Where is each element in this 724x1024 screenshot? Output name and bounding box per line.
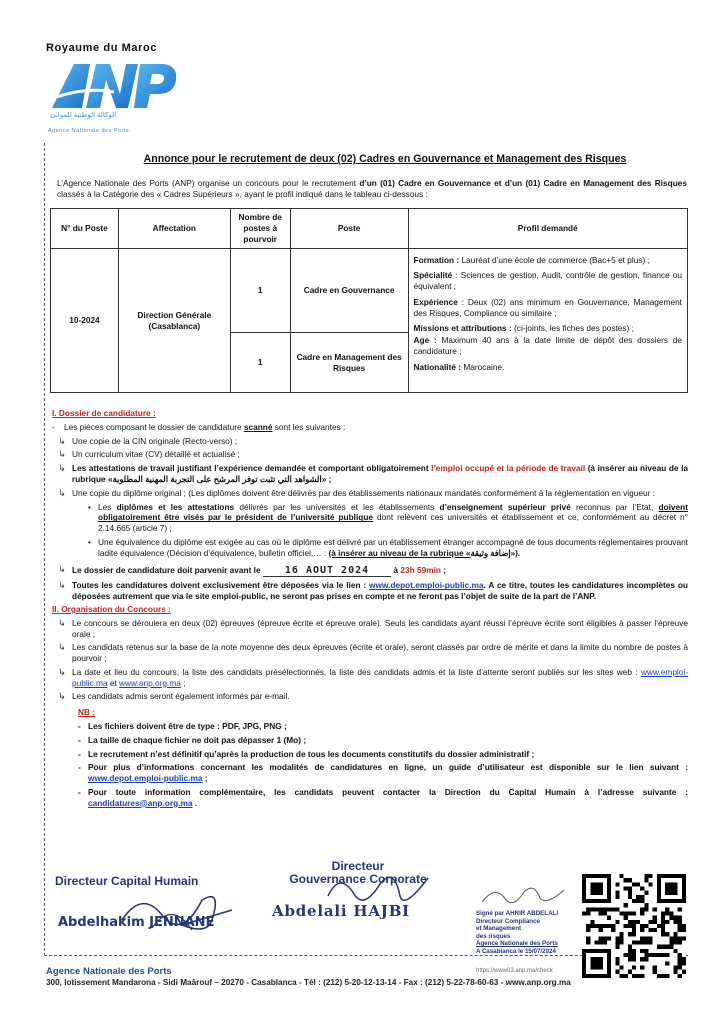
handwritten-signature-icon	[320, 866, 440, 916]
profile-label: Expérience	[413, 296, 458, 307]
diplome-equivalence	[98, 537, 688, 559]
header-affectation: Affectation	[118, 209, 230, 249]
anp-logo	[44, 56, 184, 138]
signatory2-title-line1: Directeur	[331, 859, 385, 873]
dash-icon: -	[78, 762, 81, 773]
text: ;	[202, 773, 208, 784]
nb-file-types: Les fichiers doivent être de type : PDF, JPG, PNG ;	[88, 721, 287, 732]
profile-cell	[408, 249, 687, 393]
text: ;	[180, 677, 186, 688]
deposit-line	[72, 580, 688, 602]
profile-nationalite	[414, 362, 682, 373]
arrow-bullet-icon: ↳	[58, 617, 66, 628]
dossier-lead	[64, 422, 688, 433]
post-count: 1	[230, 333, 290, 393]
header-profile: Profil demandé	[408, 209, 687, 249]
table-header-row	[51, 209, 688, 249]
post-title: Cadre en Gouvernance	[290, 249, 408, 333]
text: La date et lieu du concours, la liste des candidats présélectionnés, la liste des candidats admis et la liste d’attente seront publiés sur les sites web :	[72, 666, 641, 677]
arrow-bullet-icon: ↳	[58, 691, 66, 702]
list-item	[52, 618, 688, 640]
digital-signature-scribble-icon	[478, 880, 568, 910]
dash-icon: -	[52, 421, 55, 432]
profile-formation	[414, 255, 682, 266]
text-bold-underline: doivent obligatoirement être visés par le président de l’université publique	[98, 501, 688, 523]
dossier-item-diplome: Une copie du diplôme original ; (Les diplômes doivent être délivrés par des établissements nationaux mandatés conformément à la réglementation en vigueur :	[72, 487, 655, 498]
handwritten-signature-icon	[112, 880, 242, 940]
concours-item-email: Les candidats admis seront également informés par e-mail.	[72, 691, 290, 702]
header-poste: Poste	[290, 209, 408, 249]
logo-arabic-text: الوكالة الوطنية للموانئ	[50, 112, 117, 119]
signatory1-name: Abdelhakim JENNANE	[58, 915, 215, 930]
text-bold: diplômes et les attestations	[116, 501, 235, 512]
profile-text: Lauréat d’une école de commerce (Bac+5 et plus) ;	[459, 255, 650, 265]
text-bold: »).	[510, 547, 521, 558]
arrow-bullet-icon: ↳	[58, 449, 66, 460]
intro-paragraph	[57, 178, 687, 200]
text: ;	[440, 565, 447, 576]
text: Pour plus d’informations concernant les modalités de candidatures en ligne, un guide d’utilisateur est disponible sur le lien suivant :	[88, 762, 688, 773]
profile-label: Spécialité	[413, 270, 453, 281]
arrow-bullet-icon: ↳	[58, 435, 66, 446]
text: Une équivalence du diplôme est exigée au cas où le diplôme est délivré par un établissement étranger accompagné de tous documents réglementaires prouvant ladite équivalence (Décision d’équivalence, bulletin officiel,… :	[98, 536, 688, 558]
affectation: Direction Générale (Casablanca)	[118, 249, 230, 393]
profile-specialite	[414, 270, 682, 292]
post-title: Cadre en Management des Risques	[290, 333, 408, 393]
dot-bullet-icon: •	[88, 501, 91, 512]
list-item	[88, 537, 688, 559]
text: Pour toute information complémentaire, les candidats peuvent contacter la Direction du Capital Humain à l’adresse suivante :	[88, 786, 688, 797]
signatory1-title: Directeur Capital Humain	[55, 874, 199, 888]
list-item	[78, 787, 688, 809]
kingdom-label: Royaume du Maroc	[46, 42, 158, 54]
profile-label: Formation :	[413, 255, 460, 265]
concours-item-classement: Les candidats retenus sur la base de la note moyenne des deux épreuves (écrite et orale), seront classés par ordre de mérite et dans la limite du nombre de postes à pourvoir ;	[72, 642, 688, 664]
dossier-item-attestations	[72, 463, 688, 485]
profile-experience	[414, 297, 682, 319]
list-item	[52, 580, 688, 602]
list-item	[52, 691, 688, 702]
dossier-item-cv: Un curriculum vitae (CV) détaillé et actualisé ;	[72, 449, 240, 460]
post-number: 10-2024	[51, 249, 119, 393]
text: » ;	[321, 473, 332, 484]
header-count: Nombre de postes à pourvoir	[230, 209, 290, 249]
text-bold: d’enseignement supérieur privé	[439, 501, 571, 512]
nb-guide	[88, 762, 688, 784]
nb-contact	[88, 787, 688, 809]
profile-label: Age :	[413, 335, 437, 346]
arrow-bullet-icon: ↳	[58, 580, 66, 591]
announcement-title: Annonce pour le recrutement de deux (02) Cadres en Gouvernance et Management des Risques	[143, 153, 627, 165]
text: délivrés par les universités et les établissements	[234, 501, 440, 512]
footer-organization: Agence Nationale des Ports	[46, 966, 172, 977]
list-item	[52, 642, 688, 664]
announcement-body	[52, 408, 688, 809]
text: reconnus par l’Etat,	[570, 501, 659, 512]
text: . A ce titre, toutes les candidatures incomplètes ou déposées autrement que via le site emploi-public, ne seront pas prises en compte et ne feront pas l’objet de suite de la part de l’ANP.	[72, 580, 688, 602]
post-count: 1	[230, 249, 290, 333]
list-item	[78, 749, 688, 760]
profile-text: Maximum 40 ans à la date limite de dépôt des dossiers de candidature ;	[413, 335, 683, 357]
section-title-concours: II. Organisation du Concours :	[52, 603, 171, 614]
esign-line: Directeur Compliance	[476, 917, 540, 925]
header-post-number: N° du Poste	[51, 209, 119, 249]
profile-text: Marocaine.	[461, 361, 505, 372]
text: Les attestations de travail justifiant l’expérience demandée et comportant obligatoirement	[72, 463, 432, 474]
intro-text-end: classés à la Catégorie des « Cadres Supérieurs », ayant le profil indiqué dans le tableau ci-dessous :	[57, 188, 428, 199]
deadline-line	[72, 564, 688, 577]
deadline-time: 23h 59min	[400, 565, 441, 576]
intro-bold: d’un (01) Cadre en Gouvernance et d’un (01) Cadre en Management des Risques	[359, 178, 688, 188]
arrow-bullet-icon: ↳	[58, 487, 66, 498]
list-item	[52, 488, 688, 499]
signatory2-name: Abdelali HAJBI	[272, 902, 410, 920]
dash-icon: -	[78, 748, 81, 759]
text-bold: (à insérer au niveau de la rubrique «	[328, 547, 471, 558]
list-item	[52, 422, 688, 433]
deadline-date-stamp: 16 AOUT 2024	[263, 565, 391, 577]
esign-line: A Casablanca le 15/07/2024	[476, 947, 556, 955]
esign-line: des risques	[476, 932, 511, 940]
text-bold: scanné	[243, 421, 273, 432]
arrow-bullet-icon: ↳	[58, 666, 66, 677]
dash-icon: -	[78, 786, 81, 797]
text: Les	[98, 501, 117, 512]
dash-icon: -	[78, 734, 81, 745]
depot-link[interactable]: www.depot.emploi-public.ma	[369, 580, 484, 591]
arrow-bullet-icon: ↳	[58, 463, 66, 474]
electronic-signature-block	[476, 910, 558, 955]
profile-label: Missions et attributions :	[413, 322, 512, 333]
text: (à insérer au niveau de la rubrique «	[72, 463, 689, 484]
diplome-private	[98, 502, 688, 534]
list-item	[78, 762, 688, 784]
text: sont les suivantes :	[272, 421, 346, 432]
profile-text: (ci-joints, les fiches des postes) ;	[511, 322, 634, 333]
section-title-dossier: I. Dossier de candidature :	[52, 408, 156, 418]
list-item	[52, 667, 688, 689]
arabic-rubric: إضافة وثيقة	[470, 547, 511, 558]
concours-item-epreuves: Le concours se déroulera en deux (02) épreuves (épreuve écrite et épreuve orale). Seuls les candidats ayant réussi l’épreuve écrite sont éligibles à passer l’épreuve orale ;	[72, 617, 688, 639]
arabic-rubric: الشواهد التي تثبت توفر المرشح على التجربة المهنية المطلوبة	[112, 473, 322, 484]
list-item	[52, 436, 688, 447]
table-row	[51, 249, 688, 333]
text: et	[107, 677, 120, 688]
esign-line: Signé par AHRIR ABDELALI	[476, 910, 559, 917]
list-item	[78, 735, 688, 746]
arrow-bullet-icon: ↳	[58, 564, 66, 575]
text: dont relèvent ces universités et établissement et ce, conformément au décret n° 2.14.665 (article 7) ;	[98, 512, 688, 534]
dash-icon: -	[78, 721, 81, 732]
list-item	[78, 721, 688, 732]
verification-url: https://www03.anp.ma/check	[476, 968, 553, 974]
dossier-item-cin: Une copie de la CIN originale (Recto-verso) ;	[72, 435, 238, 446]
profile-label: Nationalité :	[413, 361, 462, 372]
nb-file-size: La taille de chaque fichier ne doit pas dépasser 1 (Mo) ;	[88, 734, 307, 745]
text: .	[192, 797, 198, 808]
footer-address: 300, lotissement Mandarona - Sidi Maârouf – 20270 - Casablanca - Tél : (212) 5-20-12-13-14 - Fax : (212) 5-22-78-60-63 - www.anp.org.ma	[46, 978, 571, 987]
profile-text: : Deux (02) ans minimum en Gouvernance, Management des Risques, Compliance ou similaire ;	[413, 296, 682, 318]
list-item	[52, 564, 688, 577]
concours-item-publication	[72, 667, 688, 689]
arrow-bullet-icon: ↳	[58, 642, 66, 653]
profile-missions	[414, 323, 682, 334]
anp-site-link[interactable]: www.anp.org.ma	[119, 677, 181, 688]
qr-code-icon[interactable]	[582, 874, 686, 978]
signatory2-title-line2: Gouvernance Corporate	[289, 871, 427, 886]
emploi-public-link[interactable]: www.emploi-public.ma	[72, 666, 688, 688]
text: Les pièces composant le dossier de candidature	[64, 421, 244, 432]
esign-line: et Management	[476, 925, 522, 933]
posts-table	[50, 208, 688, 393]
guide-link[interactable]: www.depot.emploi-public.ma	[88, 773, 203, 784]
logo-french-text: Agence Nationale des Ports	[48, 128, 130, 134]
text: à	[391, 565, 401, 576]
list-item	[52, 463, 688, 485]
nb-recruitment: Le recrutement n’est définitif qu’après la production de tous les documents constitutifs du dossier administratif ;	[88, 748, 535, 759]
contact-email-link[interactable]: candidatures@anp.org.ma	[88, 797, 193, 808]
list-item	[52, 449, 688, 460]
profile-age	[414, 335, 682, 357]
intro-text: L’Agence Nationale des Ports (ANP) organise un concours pour le recrutement	[57, 178, 360, 188]
profile-text: : Sciences de gestion, Audit, contrôle de gestion, finance ou équivalent ;	[413, 270, 682, 292]
nb-title: NB :	[78, 707, 96, 718]
esign-line: Agence Nationale des Ports	[476, 940, 558, 948]
text: Toutes les candidatures doivent exclusivement être déposées via le lien :	[72, 580, 370, 591]
list-item	[88, 502, 688, 534]
text-red: l’emploi occupé et la période de travail	[431, 463, 586, 474]
dot-bullet-icon: •	[88, 536, 91, 547]
text: Le dossier de candidature doit parvenir avant le	[72, 565, 263, 576]
